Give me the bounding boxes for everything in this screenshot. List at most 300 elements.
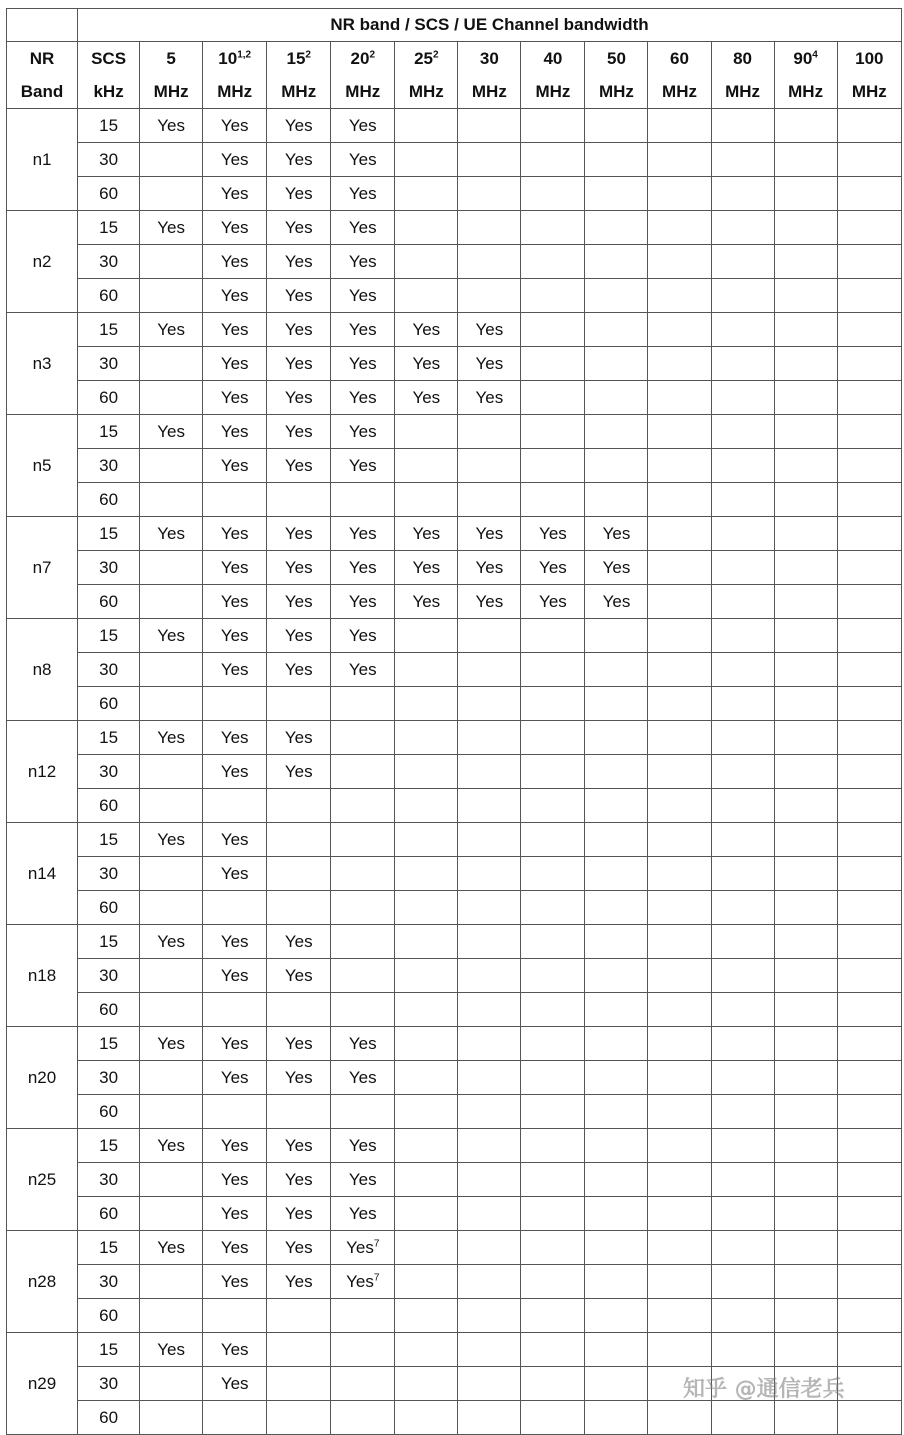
support-cell [395, 1367, 458, 1401]
support-cell: Yes [203, 551, 267, 585]
support-cell [774, 1027, 837, 1061]
support-cell [711, 1163, 774, 1197]
support-cell: Yes [203, 1231, 267, 1265]
support-cell [711, 789, 774, 823]
support-cell: Yes [267, 211, 331, 245]
support-cell: Yes [331, 381, 395, 415]
support-cell [521, 755, 585, 789]
support-cell [585, 1163, 648, 1197]
support-cell [140, 1061, 203, 1095]
support-cell [331, 959, 395, 993]
bandwidth-unit: MHz [788, 82, 824, 101]
table-title: NR band / SCS / UE Channel bandwidth [78, 9, 902, 42]
table-row [7, 1197, 902, 1231]
footnote-marker: 2 [305, 49, 311, 61]
footnote-marker: 7 [373, 1237, 380, 1249]
support-cell [585, 755, 648, 789]
band-name-cell: n18 [7, 925, 78, 1027]
support-cell [458, 109, 521, 143]
header-bandwidth [395, 42, 458, 109]
support-cell [458, 279, 521, 313]
support-cell [774, 1333, 837, 1367]
bandwidth-unit: MHz [217, 82, 253, 101]
table-row [7, 347, 902, 381]
support-cell: Yes [267, 1197, 331, 1231]
support-cell [521, 449, 585, 483]
support-cell [585, 789, 648, 823]
support-cell [395, 109, 458, 143]
support-cell [774, 755, 837, 789]
support-cell [458, 687, 521, 721]
band-name-cell: n1 [7, 109, 78, 211]
support-cell [585, 1129, 648, 1163]
support-cell [458, 1095, 521, 1129]
scs-cell: 30 [78, 653, 140, 687]
table-row [7, 177, 902, 211]
support-cell [711, 177, 774, 211]
support-cell [140, 347, 203, 381]
support-cell [774, 721, 837, 755]
scs-cell: 30 [78, 1163, 140, 1197]
bandwidth-number: 60 [670, 49, 689, 68]
support-cell [458, 415, 521, 449]
support-cell [585, 1299, 648, 1333]
scs-cell: 60 [78, 891, 140, 925]
support-cell: Yes [458, 313, 521, 347]
support-cell [648, 517, 711, 551]
support-cell [140, 245, 203, 279]
support-cell: Yes [203, 959, 267, 993]
support-cell: Yes [331, 653, 395, 687]
support-cell [585, 1027, 648, 1061]
support-cell: Yes [140, 313, 203, 347]
table-row [7, 245, 902, 279]
header-scs-line2: kHz [93, 82, 124, 101]
support-cell [648, 347, 711, 381]
support-cell [458, 1265, 521, 1299]
support-cell [837, 1401, 901, 1435]
support-cell: Yes [331, 1129, 395, 1163]
support-cell: Yes [267, 585, 331, 619]
bandwidth-number: 80 [733, 49, 753, 68]
support-cell [648, 585, 711, 619]
bandwidth-number: 15 [286, 49, 306, 68]
support-cell [140, 1367, 203, 1401]
support-cell [648, 449, 711, 483]
support-cell: Yes [140, 925, 203, 959]
support-cell: Yes [203, 653, 267, 687]
support-cell [331, 1231, 395, 1265]
watermark: 知乎 @通信老兵 [683, 1377, 845, 1402]
support-cell [774, 1265, 837, 1299]
support-cell [521, 1299, 585, 1333]
table-row [7, 925, 902, 959]
support-cell [395, 959, 458, 993]
support-cell [267, 1299, 331, 1333]
support-cell [837, 687, 901, 721]
support-cell [521, 653, 585, 687]
support-cell [648, 789, 711, 823]
table-row [7, 891, 902, 925]
scs-cell: 15 [78, 1027, 140, 1061]
table-row [7, 381, 902, 415]
table-row [7, 1163, 902, 1197]
support-cell: Yes [203, 313, 267, 347]
support-cell [458, 177, 521, 211]
support-cell [395, 891, 458, 925]
support-cell [458, 211, 521, 245]
table-row [7, 721, 902, 755]
support-cell [711, 1265, 774, 1299]
support-cell [395, 823, 458, 857]
support-cell [331, 1401, 395, 1435]
support-cell [395, 1265, 458, 1299]
support-cell [774, 109, 837, 143]
support-cell [203, 1401, 267, 1435]
support-cell: Yes [267, 1231, 331, 1265]
support-cell [267, 789, 331, 823]
support-cell: Yes [140, 619, 203, 653]
support-cell [395, 1197, 458, 1231]
support-cell [837, 755, 901, 789]
support-cell [267, 483, 331, 517]
support-cell [711, 891, 774, 925]
header-bandwidth [711, 42, 774, 109]
support-cell [585, 177, 648, 211]
support-cell [267, 993, 331, 1027]
support-cell [395, 619, 458, 653]
support-cell [395, 721, 458, 755]
table-row [7, 789, 902, 823]
support-cell [711, 1095, 774, 1129]
support-cell [648, 721, 711, 755]
support-cell: Yes [203, 585, 267, 619]
support-cell [140, 1163, 203, 1197]
support-cell [837, 959, 901, 993]
header-bandwidth-value [203, 42, 266, 75]
header-bandwidth-value [140, 42, 202, 75]
support-cell [140, 483, 203, 517]
bandwidth-number: 20 [350, 49, 370, 68]
support-cell: Yes [267, 925, 331, 959]
support-cell [837, 1265, 901, 1299]
support-cell [331, 1095, 395, 1129]
support-cell [774, 789, 837, 823]
table-row [7, 993, 902, 1027]
table-row [7, 1231, 902, 1265]
support-cell: Yes [140, 109, 203, 143]
support-cell [331, 993, 395, 1027]
support-cell [395, 1231, 458, 1265]
support-cell [774, 619, 837, 653]
support-cell: Yes [267, 177, 331, 211]
support-cell [648, 993, 711, 1027]
support-cell: Yes [395, 551, 458, 585]
support-cell [458, 245, 521, 279]
support-cell [837, 1061, 901, 1095]
support-cell [458, 1197, 521, 1231]
support-cell [267, 857, 331, 891]
support-cell [140, 1197, 203, 1231]
support-cell [140, 653, 203, 687]
band-name-cell: n3 [7, 313, 78, 415]
support-cell: Yes [267, 1061, 331, 1095]
support-cell [395, 1163, 458, 1197]
support-cell [521, 687, 585, 721]
support-cell [648, 1163, 711, 1197]
support-cell [521, 1197, 585, 1231]
scs-cell: 30 [78, 245, 140, 279]
support-cell [395, 211, 458, 245]
support-cell [395, 1061, 458, 1095]
table-row [7, 1401, 902, 1435]
support-cell: Yes [585, 585, 648, 619]
support-cell [521, 347, 585, 381]
support-cell [585, 1061, 648, 1095]
support-cell [458, 755, 521, 789]
support-cell [521, 823, 585, 857]
support-cell: Yes [203, 1061, 267, 1095]
header-bandwidth [837, 42, 901, 109]
support-cell [648, 551, 711, 585]
support-cell [395, 415, 458, 449]
support-cell: Yes [267, 347, 331, 381]
support-cell [648, 823, 711, 857]
support-cell [395, 653, 458, 687]
support-cell [458, 993, 521, 1027]
support-cell [648, 1299, 711, 1333]
footnote-marker: 4 [812, 49, 818, 61]
support-cell: Yes [203, 109, 267, 143]
support-cell: Yes [267, 109, 331, 143]
support-cell [585, 687, 648, 721]
support-cell [837, 1129, 901, 1163]
scs-cell: 15 [78, 619, 140, 653]
scs-cell: 15 [78, 823, 140, 857]
support-cell [331, 891, 395, 925]
support-cell [837, 891, 901, 925]
band-name-cell: n2 [7, 211, 78, 313]
support-cell [648, 1095, 711, 1129]
support-cell: Yes [203, 211, 267, 245]
bandwidth-number: 40 [543, 49, 563, 68]
support-cell [395, 789, 458, 823]
support-cell [521, 721, 585, 755]
support-cell [711, 415, 774, 449]
support-cell [140, 1095, 203, 1129]
support-cell [395, 1333, 458, 1367]
support-value: Yes [346, 1237, 374, 1257]
support-cell: Yes [267, 1129, 331, 1163]
support-cell [585, 1197, 648, 1231]
support-cell: Yes [140, 1333, 203, 1367]
column-header-row [7, 42, 902, 109]
header-bandwidth [140, 42, 203, 109]
support-cell [458, 143, 521, 177]
support-cell [521, 211, 585, 245]
support-cell [648, 381, 711, 415]
support-cell [585, 211, 648, 245]
support-cell [203, 1095, 267, 1129]
support-cell [140, 449, 203, 483]
support-cell [837, 415, 901, 449]
scs-cell: 60 [78, 1401, 140, 1435]
bandwidth-unit: MHz [598, 82, 634, 101]
support-cell: Yes [267, 653, 331, 687]
support-cell [711, 109, 774, 143]
support-cell: Yes [267, 517, 331, 551]
support-cell: Yes [331, 585, 395, 619]
support-cell [140, 177, 203, 211]
band-name-cell: n29 [7, 1333, 78, 1435]
table-row [7, 619, 902, 653]
support-cell [331, 1333, 395, 1367]
table-row [7, 959, 902, 993]
support-cell: Yes [331, 1197, 395, 1231]
table-body [7, 109, 902, 1435]
support-cell: Yes [203, 1367, 267, 1401]
support-cell [648, 415, 711, 449]
support-cell: Yes [203, 721, 267, 755]
support-cell [711, 313, 774, 347]
support-cell [711, 653, 774, 687]
support-cell [774, 891, 837, 925]
support-cell: Yes [458, 551, 521, 585]
support-cell [837, 653, 901, 687]
support-cell [648, 891, 711, 925]
support-cell: Yes [203, 1197, 267, 1231]
support-cell: Yes [267, 1027, 331, 1061]
table-row [7, 279, 902, 313]
support-cell [140, 1265, 203, 1299]
table-row [7, 687, 902, 721]
support-cell: Yes [140, 1027, 203, 1061]
support-cell [521, 177, 585, 211]
support-cell [774, 415, 837, 449]
header-bandwidth [203, 42, 267, 109]
support-cell [648, 959, 711, 993]
scs-cell: 60 [78, 789, 140, 823]
support-cell [203, 1299, 267, 1333]
support-cell [521, 1129, 585, 1163]
scs-cell: 30 [78, 449, 140, 483]
support-cell [203, 789, 267, 823]
table-row [7, 1333, 902, 1367]
support-cell [585, 619, 648, 653]
scs-cell: 15 [78, 1231, 140, 1265]
support-cell: Yes [331, 279, 395, 313]
support-cell [140, 789, 203, 823]
support-cell [711, 585, 774, 619]
support-cell [267, 1333, 331, 1367]
corner-cell [7, 9, 78, 42]
support-cell [774, 1197, 837, 1231]
support-cell [711, 517, 774, 551]
support-cell [837, 1163, 901, 1197]
support-cell [395, 177, 458, 211]
scs-cell: 60 [78, 1299, 140, 1333]
table-row [7, 449, 902, 483]
band-name-cell: n8 [7, 619, 78, 721]
support-cell [585, 313, 648, 347]
support-cell [711, 1333, 774, 1367]
table-row [7, 585, 902, 619]
header-bandwidth-value [838, 42, 901, 75]
support-cell: Yes [203, 381, 267, 415]
table-row [7, 551, 902, 585]
support-cell [774, 1129, 837, 1163]
support-cell [837, 483, 901, 517]
support-cell [711, 619, 774, 653]
scs-cell: 60 [78, 585, 140, 619]
header-bandwidth-value [458, 42, 520, 75]
support-cell: Yes [203, 177, 267, 211]
support-cell: Yes [331, 1061, 395, 1095]
support-cell [711, 1197, 774, 1231]
support-cell: Yes [203, 1027, 267, 1061]
support-cell [267, 891, 331, 925]
support-cell [648, 755, 711, 789]
support-cell [521, 381, 585, 415]
support-cell [711, 959, 774, 993]
support-cell [267, 1401, 331, 1435]
support-cell [458, 449, 521, 483]
scs-cell: 30 [78, 143, 140, 177]
support-cell [711, 449, 774, 483]
support-cell: Yes [203, 1163, 267, 1197]
support-cell [585, 1401, 648, 1435]
support-cell [458, 1367, 521, 1401]
bandwidth-unit: MHz [153, 82, 189, 101]
footnote-marker: 2 [369, 49, 376, 61]
support-cell [585, 143, 648, 177]
support-cell: Yes [331, 313, 395, 347]
band-name-cell: n5 [7, 415, 78, 517]
support-cell [648, 1265, 711, 1299]
support-cell [585, 1333, 648, 1367]
support-cell: Yes [267, 143, 331, 177]
bandwidth-number: 25 [414, 49, 433, 68]
table-row [7, 415, 902, 449]
support-cell [140, 143, 203, 177]
support-cell [585, 993, 648, 1027]
support-cell [837, 721, 901, 755]
header-bandwidth-value [585, 42, 647, 75]
support-cell [585, 823, 648, 857]
support-cell [458, 823, 521, 857]
support-cell [837, 279, 901, 313]
support-cell [774, 993, 837, 1027]
support-cell: Yes [331, 109, 395, 143]
support-cell [140, 551, 203, 585]
support-cell [140, 959, 203, 993]
scs-cell: 30 [78, 551, 140, 585]
support-cell [331, 1299, 395, 1333]
support-cell [774, 279, 837, 313]
support-cell: Yes [267, 1163, 331, 1197]
support-cell: Yes [203, 619, 267, 653]
support-cell: Yes [267, 619, 331, 653]
support-cell [648, 1333, 711, 1367]
support-cell [458, 721, 521, 755]
support-cell: Yes [203, 415, 267, 449]
bandwidth-number: 10 [218, 49, 238, 68]
support-cell: Yes [331, 1163, 395, 1197]
scs-cell: 15 [78, 1333, 140, 1367]
support-cell [648, 1197, 711, 1231]
support-cell [521, 483, 585, 517]
support-cell [774, 177, 837, 211]
